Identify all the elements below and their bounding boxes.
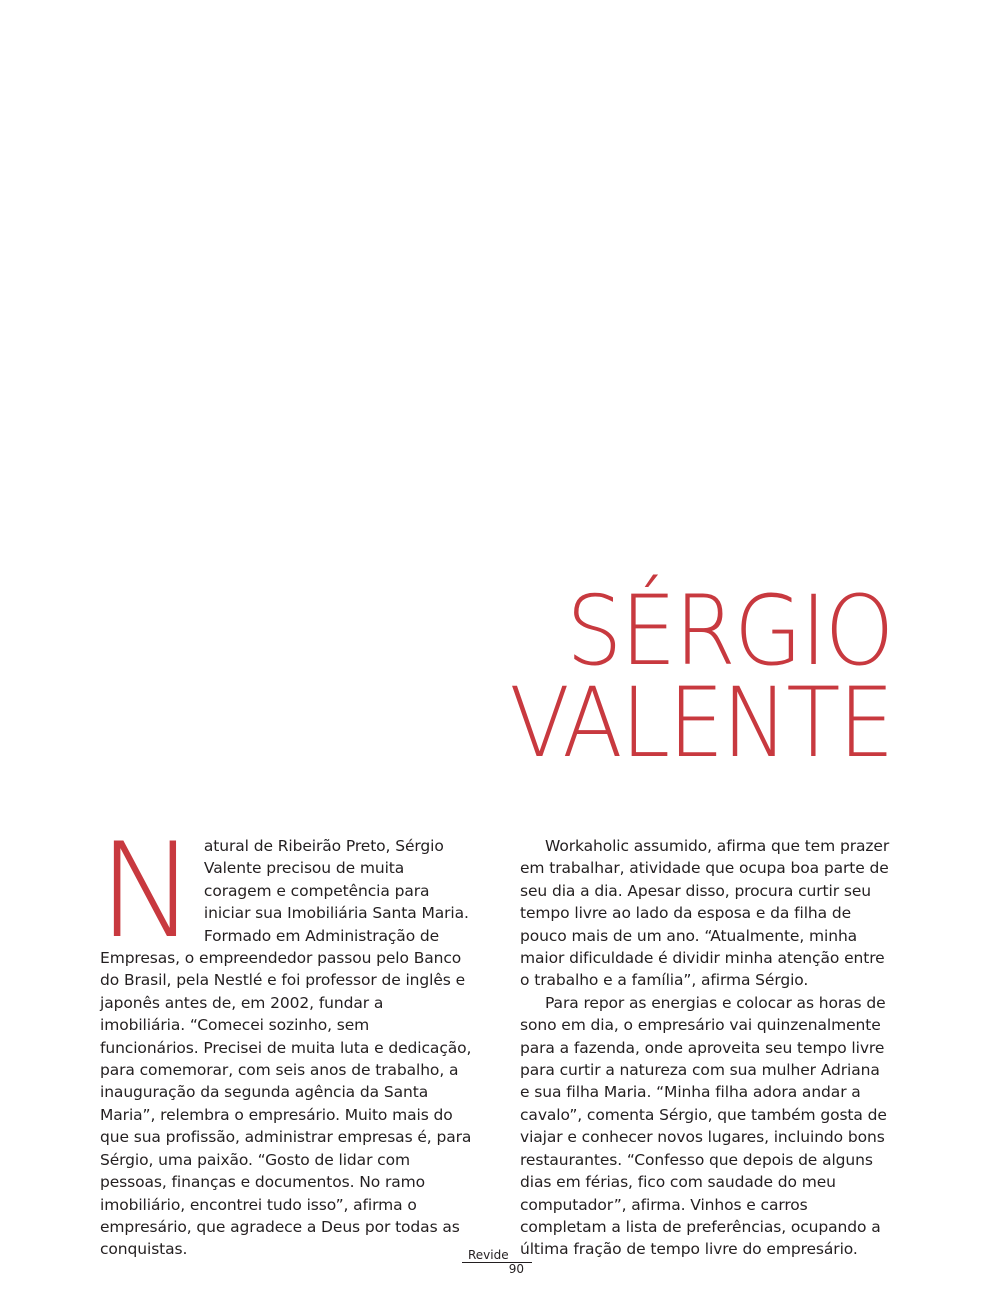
right-paragraph-1: Workaholic assumido, afirma que tem prazer em trabalhar, atividade que ocupa boa parte de seu dia a dia. Apesar disso, procura curtir seu tempo livre ao lado da esposa e da filha de pouco mais de um ano. “Atualmente, minha maior dificuldade é dividir minha atenção entre o trabalho e a família”, afirma Sérgio. <box>520 837 890 990</box>
left-paragraph-text: atural de Ribeirão Preto, Sérgio Valente precisou de muita coragem e competência para iniciar sua Imobiliária Santa Maria. Formado em Administração de Empresas, o empreendedor passou pelo Banco do Brasil, pela Nestlé e foi professor de inglês e japonês antes de, em 2002, fundar a imobiliária. “Comecei sozinho, sem funcionários. Precisei de muita luta e dedicação, para comemorar, com seis anos de trabalho, a inauguração da segunda agência da Santa Maria”, relembra o empresário. Muito mais do que sua profissão, administrar empresas é, para Sérgio, uma paixão. “Gosto de lidar com pessoas, finanças e documentos. No ramo imobiliário, encontrei tudo isso”, afirma o empresário, que agradece a Deus por todas as conquistas. <box>100 837 472 1259</box>
page-footer <box>462 1249 532 1276</box>
page-number: 90 <box>508 1262 524 1276</box>
article-column-left <box>98 814 472 1261</box>
title-line-2: VALENTE <box>508 667 892 779</box>
drop-cap: N <box>98 814 196 967</box>
magazine-name: Revide <box>462 1249 532 1263</box>
right-paragraph-2: Para repor as energias e colocar as horas de sono em dia, o empresário vai quinzenalmente para a fazenda, onde aproveita seu tempo livre para curtir a natureza com sua mulher Adriana e sua filha Maria. “Minha filha adora andar a cavalo”, comenta Sérgio, que também gosta de viajar e conhecer novos lugares, incluindo bons restaurantes. “Confesso que depois de alguns dias em férias, fico com saudade do meu computador”, afirma. Vinhos e carros completam a lista de preferências, ocupando a última fração de tempo livre do empresário. <box>520 993 887 1259</box>
title-line-1: SÉRGIO <box>565 575 892 687</box>
left-paragraph <box>98 814 472 1261</box>
article-column-right <box>520 835 892 1261</box>
article-title <box>508 575 892 779</box>
